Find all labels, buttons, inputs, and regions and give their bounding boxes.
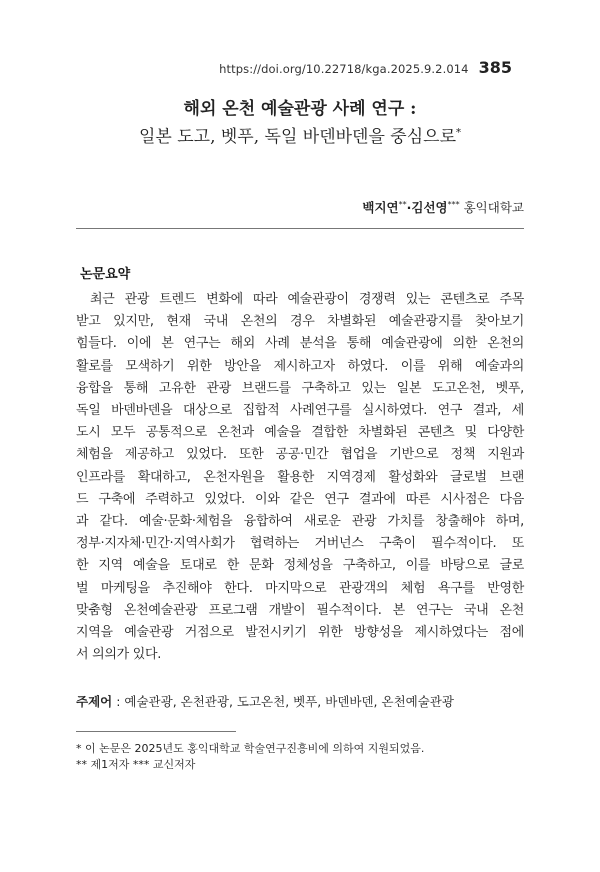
abstract-line: 인프라를 확대하고, 온천자원을 활용한 지역경제 활성화와 글로벌 브랜 xyxy=(76,469,524,485)
keywords-colon: : xyxy=(112,694,125,709)
page-number: 385 xyxy=(478,58,512,77)
abstract-line: 과 같다. 예술·문화·체험을 융합하여 새로운 관광 가치를 창출해야 하며, xyxy=(76,514,524,530)
footnote-text: 교신저자 xyxy=(149,758,196,771)
abstract-line: 독일 바덴바덴을 대상으로 집합적 사례연구를 실시하였다. 연구 결과, 세 xyxy=(76,403,524,419)
abstract-line: 융합을 통해 고유한 관광 브랜드를 구축하고 있는 일본 도고온천, 벳푸, xyxy=(76,380,524,396)
keywords-label: 주제어 xyxy=(76,694,113,709)
abstract-line: 서 의의가 있다. xyxy=(76,647,162,663)
footnote-mark: * xyxy=(456,127,461,139)
footnote-mark: * xyxy=(76,742,82,755)
footnote-mark: *** xyxy=(132,758,150,771)
abstract-line: 지역을 예술관광 거점으로 발전시키기 위한 방향성을 제시하였다는 점에 xyxy=(76,625,524,641)
author-name: 백지연 xyxy=(362,200,399,215)
abstract-line: 체험을 제공하고 있었다. 또한 공공·민간 협업을 기반으로 정책 지원과 xyxy=(76,447,524,463)
footnote-authors xyxy=(76,756,195,772)
page-header xyxy=(219,58,512,77)
abstract-line: 맞춤형 온천예술관광 프로그램 개발이 필수적이다. 본 연구는 국내 온천 xyxy=(76,602,524,618)
divider xyxy=(76,228,524,229)
abstract-line: 한 지역 예술을 토대로 한 문화 정체성을 구축하고, 이를 바탕으로 글로 xyxy=(76,558,524,574)
abstract-line: 활로를 모색하기 위한 방안을 제시하고자 하였다. 이를 위해 예술과의 xyxy=(76,358,524,374)
abstract-body xyxy=(76,289,524,666)
abstract-line: 받고 있지만, 현재 국내 온천의 경우 차별화된 예술관광지를 찾아보기 xyxy=(76,314,524,330)
footnote-text: 이 논문은 2025년도 홍익대학교 학술연구진흥비에 의하여 지원되었음. xyxy=(81,742,425,755)
author-mark: ** xyxy=(398,199,407,209)
author-mark: *** xyxy=(447,199,460,209)
author-separator: · xyxy=(406,200,412,215)
keywords-line xyxy=(76,692,524,710)
footnote-text: 제1저자 xyxy=(87,758,133,771)
author-name: 김선영 xyxy=(411,200,448,215)
footnote-funding xyxy=(76,740,424,756)
abstract-line: 벌 마케팅을 추진해야 한다. 마지막으로 관광객의 체험 욕구를 반영한 xyxy=(76,580,524,596)
affiliation: 홍익대학교 xyxy=(463,200,524,215)
abstract-line: 도시 모두 공통적으로 온천과 예술을 결합한 차별화된 콘텐츠 및 다양한 xyxy=(76,425,524,441)
subtitle-text: 일본 도고, 벳푸, 독일 바덴바덴을 중심으로 xyxy=(138,127,456,147)
footnote-mark: ** xyxy=(76,758,87,771)
paper-subtitle xyxy=(0,122,600,147)
author-line xyxy=(362,198,524,216)
abstract-line: 최근 관광 트렌드 변화에 따라 예술관광이 경쟁력 있는 콘텐츠로 주목 xyxy=(90,292,524,307)
keywords-text: 예술관광, 온천관광, 도고온천, 벳푸, 바덴바덴, 온천예술관광 xyxy=(124,694,454,709)
abstract-line: 정부·지자체·민간·지역사회가 협력하는 거버넌스 구축이 필수적이다. 또 xyxy=(76,536,524,552)
abstract-line: 드 구축에 주력하고 있었다. 이와 같은 연구 결과에 따른 시사점은 다음 xyxy=(76,491,524,507)
doi-link[interactable]: https://doi.org/10.22718/kga.2025.9.2.014 xyxy=(219,62,469,76)
abstract-heading: 논문요약 xyxy=(80,267,131,282)
abstract-line: 힘들다. 이에 본 연구는 해외 사례 분석을 통해 예술관광에 의한 온천의 xyxy=(76,336,524,352)
paper-title: 해외 온천 예술관광 사례 연구 : xyxy=(183,99,417,119)
footnote-divider xyxy=(76,731,236,732)
